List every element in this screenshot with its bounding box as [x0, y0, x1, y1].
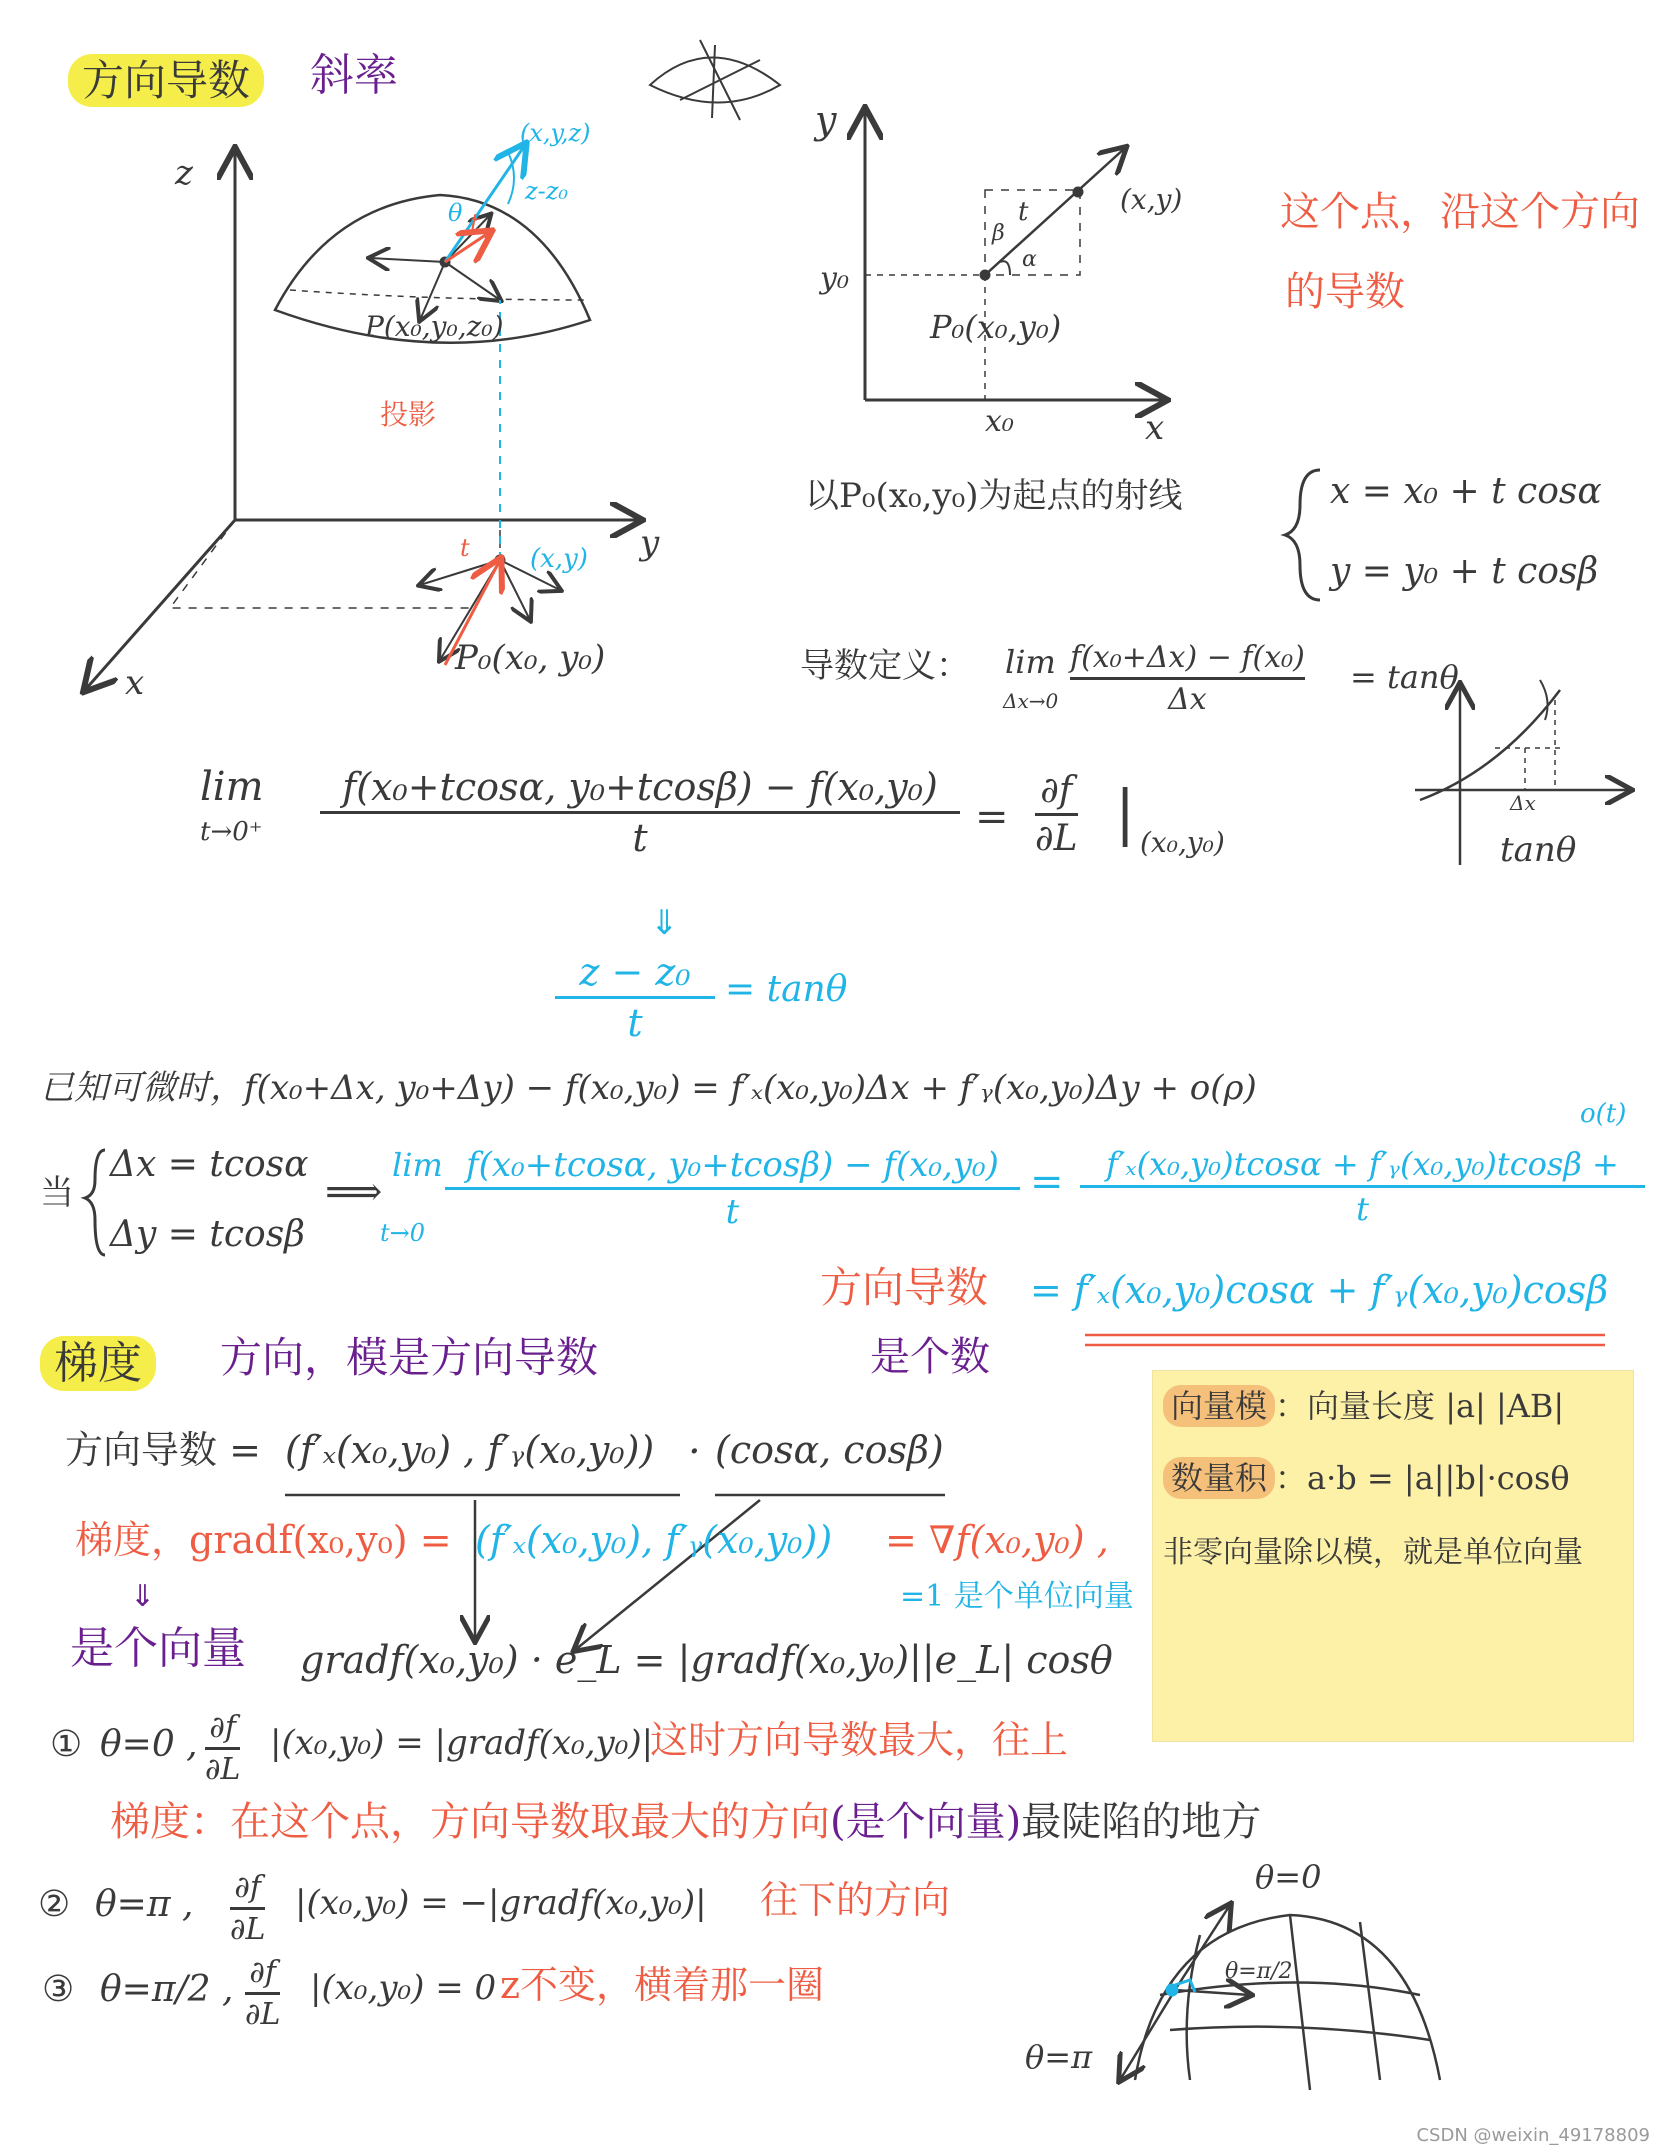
case2-num: ②	[38, 1884, 71, 1925]
case1-note: 这时方向导数最大，往上	[650, 1718, 1069, 1762]
footer-watermark: CSDN @weixin_49178809	[1416, 2125, 1650, 2146]
subst-dy: Δy = tcosβ	[110, 1214, 305, 1255]
fig2d-alpha: α	[1022, 247, 1037, 272]
case3-dden: ∂L	[245, 1997, 281, 2032]
ray-eq2: y = y₀ + t cosβ	[1330, 551, 1599, 592]
subst-eq: =	[1030, 1159, 1064, 1205]
is-vector-label: 是个向量	[70, 1623, 246, 1674]
mini-graph-caption: tanθ	[1500, 830, 1577, 870]
tan-eq-num: z − z₀	[579, 950, 691, 994]
fig2d-beta: β	[992, 221, 1005, 246]
deriv-def-sub: Δx→0	[1003, 689, 1059, 713]
side-note-line1: 这个点，沿这个方向	[1280, 189, 1640, 235]
figure-3d	[85, 150, 640, 690]
deriv-def-rhs: = tanθ	[1350, 658, 1459, 696]
case2-note: 往下的方向	[760, 1878, 951, 1922]
fig3d-axis-z: z	[175, 153, 193, 193]
tan-eq-arrow: ⇓	[650, 903, 679, 943]
case1-dden: ∂L	[205, 1752, 241, 1787]
subst-den: t	[725, 1192, 740, 1232]
case3-cond: θ=π/2 ,	[100, 1969, 234, 2010]
fig2d-x0: x₀	[985, 404, 1014, 439]
ray-eq1: x = x₀ + t cosα	[1330, 471, 1602, 512]
fig2d-point: (x,y)	[1120, 183, 1183, 216]
fig2d-p0: P₀(x₀,y₀)	[930, 308, 1062, 346]
case1-eq: |(x₀,y₀) = |gradf(x₀,y₀)|	[270, 1723, 654, 1763]
deriv-def-lim: lim	[1005, 643, 1056, 681]
gradient-heading-desc: 方向，模是方向导数	[220, 1333, 599, 1382]
dd-dot-dot: ·	[688, 1429, 701, 1475]
case3-eq: |(x₀,y₀) = 0	[310, 1968, 497, 2008]
fig3d-theta: θ	[448, 199, 463, 227]
fig3d-axis-y: y	[640, 523, 660, 563]
differentiable-text: 已知可微时，f(x₀+Δx, y₀+Δy) − f(x₀,y₀) = f′ₓ(x₀,y₀)Δx + f′ᵧ(x₀,y₀)Δy + o(ρ)	[40, 1068, 1257, 1108]
grad-def-label: 梯度，gradf(x₀,y₀) =	[75, 1518, 452, 1562]
side-note-line2: 的导数	[1285, 269, 1405, 315]
dir-limit-num: f(x₀+tcosα, y₀+tcosβ) − f(x₀,y₀)	[342, 765, 938, 809]
grad-meaning	[110, 1800, 1261, 1844]
case2-partial	[230, 1870, 265, 1947]
deriv-def-den: Δx	[1168, 682, 1207, 717]
globe-sketch	[1120, 1905, 1440, 2090]
fig2d-y0: y₀	[820, 261, 849, 296]
fig2d-axis-x: x	[1145, 408, 1165, 448]
tan-eq-fraction	[555, 950, 715, 1045]
note-row2	[1163, 1461, 1570, 1496]
umbrella-doodle	[650, 40, 780, 120]
fig3d-p-surface: P(x₀,y₀,z₀)	[365, 310, 504, 343]
subst-prefix: 当	[40, 1173, 74, 1213]
dir-limit-dden: ∂L	[1035, 818, 1078, 859]
dir-limit-eq: =	[975, 794, 1009, 840]
note-card	[1152, 1370, 1634, 1742]
note-row1	[1163, 1389, 1564, 1424]
case1-num: ①	[50, 1724, 83, 1765]
tan-eq-den: t	[627, 1001, 643, 1045]
ray-label: 以P₀(x₀,y₀)为起点的射线	[805, 476, 1183, 516]
result-eq: = f′ₓ(x₀,y₀)cosα + f′ᵧ(x₀,y₀)cosβ	[1030, 1268, 1609, 1312]
fig2d-t: t	[1018, 197, 1029, 227]
case2-cond: θ=π ,	[95, 1884, 194, 1925]
case3-note: z不变，横着那一圈	[500, 1963, 825, 2007]
case2-dnum: ∂f	[234, 1870, 262, 1905]
tan-eq-rhs: = tanθ	[725, 969, 848, 1010]
fig3d-p0: P₀(x₀, y₀)	[455, 638, 606, 678]
subst-lim: lim	[392, 1146, 443, 1184]
case3-partial	[245, 1955, 280, 2032]
case3-num: ③	[42, 1969, 75, 2010]
figure-2d	[865, 110, 1165, 400]
deriv-def-num: f(x₀+Δx) − f(x₀)	[1070, 640, 1305, 675]
globe-top-label: θ=0	[1255, 1858, 1322, 1896]
note-r1-text: ：向量长度 |a| |AB|	[1275, 1387, 1565, 1425]
dir-limit-fraction	[320, 765, 960, 860]
fig3d-projection: 投影	[380, 398, 437, 431]
subst-o-t: o(t)	[1580, 1099, 1627, 1129]
note-r2-text: ：a·b = |a||b|·cosθ	[1275, 1459, 1570, 1497]
fig3d-t-top: t	[470, 209, 480, 237]
grad-def-unit: =1 是个单位向量	[900, 1579, 1134, 1614]
dir-limit-lim: lim	[200, 764, 264, 810]
note-r1-badge: 向量模	[1163, 1385, 1275, 1427]
case1-cond: θ=0 ,	[100, 1724, 198, 1765]
subst-brace	[85, 1150, 105, 1255]
fig3d-axis-x: x	[125, 663, 145, 703]
subst-num: f(x₀+tcosα, y₀+tcosβ) − f(x₀,y₀)	[466, 1145, 999, 1185]
grad-dot-text: gradf(x₀,y₀) · e_L = |gradf(x₀,y₀)||e_L| cosθ	[300, 1638, 1113, 1682]
mini-graph-dx: Δx	[1510, 791, 1536, 815]
deriv-def-fraction	[1070, 640, 1305, 717]
deriv-def-label: 导数定义：	[800, 646, 970, 686]
grad-meaning-purple: (是个向量)	[830, 1799, 1022, 1845]
note-r3-text: 非零向量除以模，就是单位向量	[1163, 1535, 1583, 1570]
globe-bottom-label: θ=π	[1025, 2038, 1093, 2076]
note-r2-badge: 数量积	[1163, 1457, 1275, 1499]
result-underline	[1085, 1335, 1605, 1345]
dir-limit-den: t	[632, 816, 648, 860]
subst-arrow: ⟹	[325, 1169, 383, 1215]
case2-eq: |(x₀,y₀) = −|gradf(x₀,y₀)|	[295, 1883, 707, 1923]
fig3d-xy-point: (x,y)	[530, 544, 588, 574]
dir-limit-partial	[1035, 770, 1078, 859]
result-label: 方向导数	[820, 1263, 989, 1312]
subst-dx: Δx = tcosα	[110, 1144, 309, 1185]
fig3d-t-bottom: t	[460, 534, 470, 562]
grad-meaning-red: 梯度：在这个点，方向导数取最大的方向	[110, 1799, 830, 1845]
subst-rden: t	[1356, 1190, 1369, 1228]
grad-def-nabla: = ∇f(x₀,y₀) ,	[885, 1518, 1109, 1562]
subst-fraction	[445, 1145, 1020, 1232]
case1-partial	[205, 1710, 240, 1787]
title-note: 斜率	[310, 50, 398, 101]
ray-brace	[1285, 470, 1320, 600]
dd-dot-lhs: 方向导数 =	[65, 1428, 261, 1472]
case2-dden: ∂L	[230, 1912, 266, 1947]
case3-dnum: ∂f	[249, 1955, 277, 1990]
gradient-scalar: 是个数	[870, 1334, 990, 1380]
dir-limit-sub: t→0⁺	[200, 817, 263, 847]
globe-mid-label: θ=π/2	[1225, 1959, 1293, 1984]
title-label: 方向导数	[68, 58, 264, 104]
fig3d-dz: z-z₀	[525, 177, 569, 205]
dir-limit-at: (x₀,y₀)	[1140, 826, 1225, 859]
subst-rnum: f′ₓ(x₀,y₀)tcosα + f′ᵧ(x₀,y₀)tcosβ +	[1106, 1145, 1619, 1183]
dd-dot-v1: (f′ₓ(x₀,y₀) , f′ᵧ(x₀,y₀))	[285, 1428, 655, 1472]
dir-limit-dnum: ∂f	[1040, 770, 1073, 811]
grad-meaning-black: 最陡陷的地方	[1021, 1799, 1262, 1845]
fig3d-top-point: (x,y,z)	[520, 119, 591, 147]
gradient-heading-label: 梯度	[40, 1340, 156, 1388]
dir-limit-bar: |	[1115, 778, 1136, 848]
figure-3d-red	[445, 232, 500, 665]
is-vector-arrow: ⇓	[130, 1579, 156, 1614]
subst-rhs-fraction	[1080, 1145, 1645, 1228]
case1-dnum: ∂f	[209, 1710, 237, 1745]
grad-def-vec: (f′ₓ(x₀,y₀), f′ᵧ(x₀,y₀))	[475, 1518, 833, 1562]
subst-sub: t→0	[380, 1219, 426, 1247]
fig2d-axis-y: y	[815, 98, 837, 142]
dd-dot-v2: (cosα, cosβ)	[715, 1428, 944, 1472]
